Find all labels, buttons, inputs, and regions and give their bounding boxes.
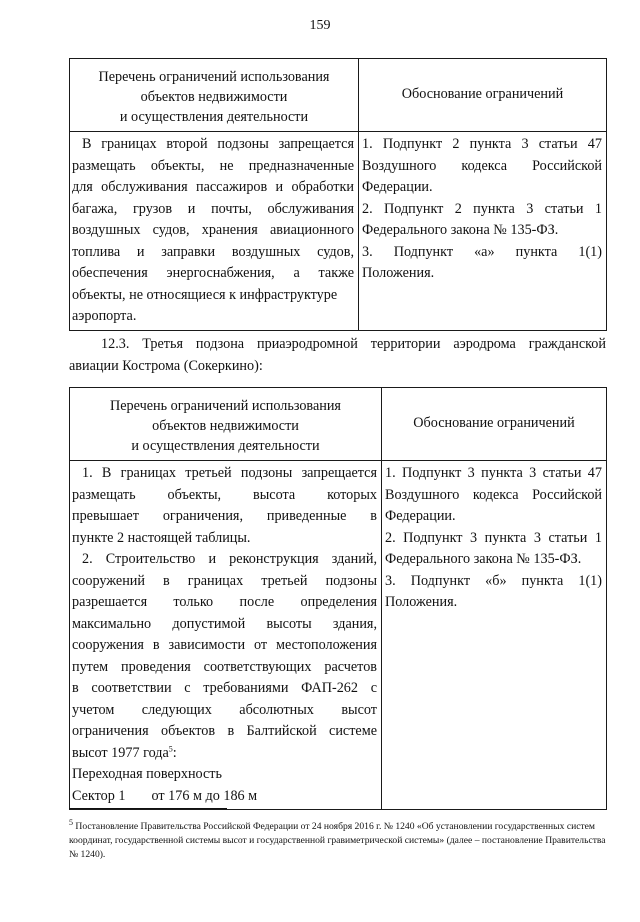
table2-header-left	[70, 388, 382, 461]
text-line: 2. Подпункт 3 пункта 3 статьи 1	[385, 529, 602, 546]
header-line: объектов недвижимости	[152, 418, 299, 434]
text-line: 2. Строительство и реконструкция зданий,	[82, 551, 377, 567]
text-line: багажа, грузов и почты, обслуживания	[72, 200, 354, 217]
text-line: воздушных судов, хранения авиационного	[72, 222, 354, 238]
text-fragment: :	[172, 744, 177, 761]
text-line: ограничения объектов в Балтийской системе	[72, 723, 377, 739]
footnote	[69, 817, 606, 862]
header-line: Перечень ограничений использования	[98, 69, 330, 85]
text-line: размещать объекты, не предназначенные	[72, 157, 354, 174]
text-line: для обслуживания пассажиров и обработки	[72, 179, 354, 195]
text-line: сооружения в зависимости от местоположения	[72, 637, 377, 653]
text-line: Положения.	[362, 265, 435, 281]
header-line: объектов недвижимости	[140, 89, 288, 105]
text-line: сооружений в границах третьей подзоны	[72, 572, 377, 589]
text-line: В границах второй подзоны запрещается	[82, 136, 354, 152]
text-line: 3. Подпункт «а» пункта 1(1)	[362, 243, 602, 260]
text-line: максимально допустимой высоты здания,	[72, 615, 377, 632]
text-line: аэропорта.	[72, 308, 137, 324]
restrictions-table-third-subzone	[69, 387, 607, 810]
text-line	[72, 743, 377, 765]
text-line: Воздушного кодекса Российской	[362, 157, 602, 174]
text-fragment: высот 1977 года	[72, 744, 169, 761]
table1-justification-cell	[359, 132, 607, 331]
text-line: Воздушного кодекса Российской	[385, 486, 602, 503]
footnote-reference: 5	[168, 743, 173, 753]
sector-label: Сектор 1	[72, 787, 126, 804]
page-number: 159	[309, 18, 331, 33]
text-line: обеспечения энергоснабжения, а также	[72, 265, 354, 281]
table1-header-left	[70, 59, 359, 132]
header-line: и осуществления деятельности	[119, 109, 309, 125]
text-line	[72, 786, 377, 808]
text-line: 1. Подпункт 3 пункта 3 статьи 47	[385, 465, 602, 481]
text-line: 2. Подпункт 2 пункта 3 статьи 1	[362, 200, 602, 217]
table2-justification-cell	[382, 461, 607, 810]
text-line: Федерации.	[385, 508, 456, 524]
section-heading	[69, 333, 606, 377]
text-line: Переходная поверхность	[72, 766, 222, 782]
text-line: топлива и заправки воздушных судов,	[72, 243, 354, 260]
heading-line: 12.3. Третья подзона приаэродромной территории аэродрома гражданской	[101, 336, 606, 352]
table1-header-right: Обоснование ограничений	[359, 59, 607, 132]
text-line: 1. Подпункт 2 пункта 3 статьи 47	[362, 136, 602, 152]
header-line: и осуществления деятельности	[131, 438, 320, 454]
footnote-text: Постановление Правительства Российской Федерации от 24 ноября 2016 г. № 1240 «Об установлении государственных систем координат, государственной системы высот и государственной гравиметрической системы» (далее – постановление Правительства № 1240).	[69, 821, 606, 860]
text-line: Федерации.	[362, 179, 433, 195]
table2-header-right: Обоснование ограничений	[382, 388, 607, 461]
text-line: размещать объекты, высота которых	[72, 486, 377, 503]
text-line: 3. Подпункт «б» пункта 1(1)	[385, 572, 602, 589]
text-line: учетом следующих абсолютных высот	[72, 701, 377, 718]
text-line: в соответствии с требованиями ФАП-262 с	[72, 680, 377, 696]
text-line: 1. В границах третьей подзоны запрещается	[82, 465, 377, 481]
heading-line: авиации Кострома (Сокеркино):	[69, 358, 263, 374]
text-line: пункте 2 настоящей таблицы.	[72, 529, 251, 546]
table1-restrictions-cell	[70, 132, 359, 331]
header-line: Перечень ограничений использования	[110, 398, 341, 414]
footnote-separator	[69, 808, 227, 809]
text-line: путем проведения соответствующих расчетов	[72, 658, 377, 675]
text-line: объекты, не относящиеся к инфраструктуре	[72, 286, 338, 303]
text-line: разрешается только после определения	[72, 594, 377, 610]
restrictions-table-second-subzone	[69, 58, 607, 331]
text-line: превышает ограничения, приведенные в	[72, 508, 377, 524]
table2-restrictions-cell	[70, 461, 382, 810]
text-line: Федерального закона № 135-ФЗ.	[362, 222, 559, 238]
footnote-marker: 5	[69, 817, 73, 827]
sector-value: от 176 м до 186 м	[151, 787, 258, 804]
text-line: Положения.	[385, 594, 458, 610]
text-line: Федерального закона № 135-ФЗ.	[385, 551, 582, 567]
